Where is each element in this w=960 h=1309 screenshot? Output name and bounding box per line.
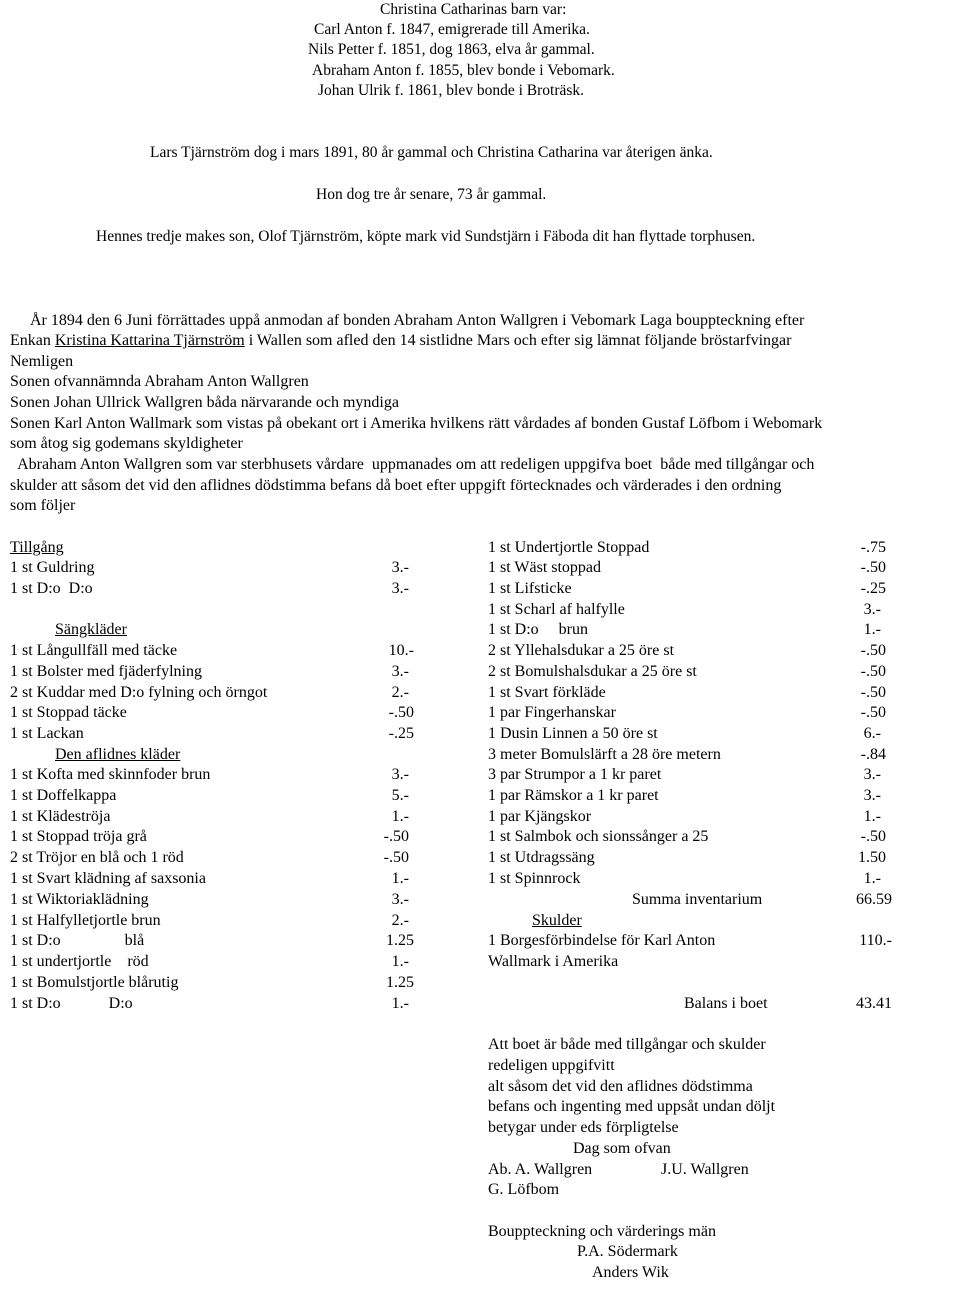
- right-item-name: 1 par Rämskor a 1 kr paret: [488, 787, 659, 804]
- clothes-item-value: 2.-: [391, 912, 409, 929]
- right-item-value: 1.-: [863, 870, 881, 887]
- clothes-heading: Den aflidnes kläder: [55, 746, 181, 763]
- balance-value: 43.41: [856, 995, 892, 1012]
- clothes-item-name: 1 st D:o D:o: [10, 995, 133, 1012]
- signature-1: Ab. A. Wallgren: [488, 1161, 593, 1178]
- right-item-value: -.50: [860, 684, 886, 701]
- attest-date: Dag som ofvan: [573, 1140, 671, 1157]
- right-item-value: -.50: [860, 663, 886, 680]
- clothes-item-value: -.50: [383, 849, 409, 866]
- bedding-item-value: 10.-: [388, 642, 414, 659]
- asset-item-name: 1 st Guldring: [10, 559, 95, 576]
- child-4: Johan Ulrik f. 1861, blev bonde i Broträsk.: [318, 82, 585, 99]
- clothes-item-name: 2 st Tröjor en blå och 1 röd: [10, 849, 184, 866]
- clothes-item-value: 1.-: [391, 953, 409, 970]
- right-item-name: 2 st Bomulshalsdukar a 25 öre st: [488, 663, 697, 680]
- clothes-item-name: 1 st Wiktoriaklädning: [10, 891, 149, 908]
- bedding-item-name: 1 st Lackan: [10, 725, 84, 742]
- right-item-value: -.50: [860, 704, 886, 721]
- clothes-item-value: 1.25: [386, 932, 414, 949]
- right-item-value: 1.-: [863, 808, 881, 825]
- attest-line-5: betygar under eds förpligtelse: [488, 1119, 679, 1136]
- deed-line-8: Abraham Anton Wallgren som var sterbhusets vårdare uppmanades om att redeligen uppgifva boet både med tillgångar och: [10, 456, 815, 473]
- clothes-item-value: 5.-: [391, 787, 409, 804]
- clothes-item-name: 1 st Kofta med skinnfoder brun: [10, 766, 211, 783]
- clothes-item-value: 3.-: [391, 891, 409, 908]
- right-item-value: -.25: [860, 580, 886, 597]
- bedding-heading: Sängkläder: [55, 621, 127, 638]
- deed-line-6: Sonen Karl Anton Wallmark som vistas på obekant ort i Amerika hvilkens rätt vårdades af bonden Gustaf Löfbom i Webomark: [10, 415, 823, 432]
- asset-item-value: 3.-: [391, 559, 409, 576]
- assessors-heading: Bouppteckning och värderings män: [488, 1223, 716, 1240]
- right-item-name: 1 st Wäst stoppad: [488, 559, 602, 576]
- right-item-value: -.50: [860, 559, 886, 576]
- right-item-value: 3.-: [863, 787, 881, 804]
- right-item-value: -.75: [860, 539, 886, 556]
- right-item-value: 3.-: [863, 601, 881, 618]
- clothes-item-name: 1 st Doffelkappa: [10, 787, 117, 804]
- signature-2: J.U. Wallgren: [661, 1161, 749, 1178]
- deed-line-2: [10, 331, 791, 351]
- right-item-name: 1 st Spinnrock: [488, 870, 581, 887]
- clothes-item-name: 1 st Halfylletjortle brun: [10, 912, 161, 929]
- child-3: Abraham Anton f. 1855, blev bonde i Vebomark.: [312, 62, 615, 79]
- clothes-item-value: -.50: [383, 828, 409, 845]
- bedding-item-value: 2.-: [391, 684, 409, 701]
- clothes-item-value: 1.-: [391, 995, 409, 1012]
- right-item-name: 1 st Svart förkläde: [488, 684, 606, 701]
- attest-line-2: redeligen uppgifvitt: [488, 1057, 615, 1074]
- intro-paragraph-2: Hon dog tre år senare, 73 år gammal.: [316, 186, 547, 203]
- sum-value: 66.59: [856, 891, 892, 908]
- deed-line-7: som åtog sig godemans skyldigheter: [10, 435, 243, 452]
- right-item-value: 1.-: [863, 621, 881, 638]
- assets-heading: Tillgång: [10, 539, 64, 556]
- debt-line-2: Wallmark i Amerika: [488, 953, 619, 970]
- deed-line-1: År 1894 den 6 Juni förrättades uppå anmodan af bonden Abraham Anton Wallgren i Vebomark Laga bouppteckning efter: [30, 312, 805, 329]
- clothes-item-name: 1 st D:o blå: [10, 932, 145, 949]
- deceased-name: Kristina Kattarina Tjärnström: [54, 332, 245, 349]
- deed-line-9: skulder att såsom det vid den aflidnes dödstimma befans då boet efter uppgift förtecknades och värderades i den ordning: [10, 477, 782, 494]
- clothes-item-name: 1 st Svart klädning af saxsonia: [10, 870, 206, 887]
- debts-heading: Skulder: [532, 912, 582, 929]
- clothes-item-value: 1.-: [391, 870, 409, 887]
- right-item-value: 6.-: [863, 725, 881, 742]
- right-item-value: 3.-: [863, 766, 881, 783]
- bedding-item-name: 2 st Kuddar med D:o fylning och örngot: [10, 684, 268, 701]
- attest-line-3: alt såsom det vid den aflidnes dödstimma: [488, 1078, 753, 1095]
- bedding-item-value: -.50: [388, 704, 414, 721]
- right-item-name: 1 st D:o brun: [488, 621, 588, 638]
- asset-item-name: 1 st D:o D:o: [10, 580, 93, 597]
- attest-line-4: befans och ingenting med uppsåt undan döljt: [488, 1098, 776, 1115]
- intro-paragraph-3: Hennes tredje makes son, Olof Tjärnström, köpte mark vid Sundstjärn i Fäboda dit han flyttade torphusen.: [96, 228, 756, 245]
- signature-3: G. Löfbom: [488, 1181, 560, 1198]
- right-item-name: 1 st Salmbok och sionssånger a 25: [488, 828, 709, 845]
- clothes-item-name: 1 st Bomulstjortle blårutig: [10, 974, 179, 991]
- debt-line-1: 1 Borgesförbindelse för Karl Anton: [488, 932, 716, 949]
- deed-line-2-pre: Enkan: [10, 332, 55, 349]
- right-item-value: 1.50: [858, 849, 886, 866]
- clothes-item-name: 1 st Klädeströja: [10, 808, 111, 825]
- balance-label: Balans i boet: [684, 995, 768, 1012]
- right-item-name: 1 par Fingerhanskar: [488, 704, 616, 721]
- clothes-item-value: 1.-: [391, 808, 409, 825]
- right-item-value: -.50: [860, 642, 886, 659]
- clothes-item-name: 1 st undertjortle röd: [10, 953, 149, 970]
- clothes-item-value: 3.-: [391, 766, 409, 783]
- bedding-item-name: 1 st Bolster med fjäderfylning: [10, 663, 202, 680]
- debt-value: 110.-: [859, 932, 892, 949]
- right-item-name: 1 Dusin Linnen a 50 öre st: [488, 725, 658, 742]
- assessor-1: P.A. Södermark: [577, 1243, 678, 1260]
- deed-line-2-post: i Wallen som afled den 14 sistlidne Mars och efter sig lämnat följande bröstarfvingar: [244, 332, 792, 349]
- bedding-item-name: 1 st Långullfäll med täcke: [10, 642, 178, 659]
- deed-line-3: Nemligen: [10, 353, 74, 370]
- deed-line-4: Sonen ofvannämnda Abraham Anton Wallgren: [10, 373, 309, 390]
- attest-line-1: Att boet är både med tillgångar och skulder: [488, 1036, 766, 1053]
- right-item-name: 1 st Utdragssäng: [488, 849, 595, 866]
- right-item-name: 1 st Lifsticke: [488, 580, 572, 597]
- right-item-name: 3 meter Bomulslärft a 28 öre metern: [488, 746, 721, 763]
- deed-line-5: Sonen Johan Ullrick Wallgren båda närvarande och myndiga: [10, 394, 399, 411]
- intro-paragraph-1: Lars Tjärnström dog i mars 1891, 80 år gammal och Christina Catharina var återigen änka.: [150, 144, 713, 161]
- bedding-item-value: 3.-: [391, 663, 409, 680]
- asset-item-value: 3.-: [391, 580, 409, 597]
- deed-line-10: som följer: [10, 497, 76, 514]
- right-item-value: -.50: [860, 828, 886, 845]
- sum-label: Summa inventarium: [632, 891, 763, 908]
- assessor-2: Anders Wik: [592, 1264, 669, 1281]
- right-item-name: 1 par Kjängskor: [488, 808, 592, 825]
- clothes-item-name: 1 st Stoppad tröja grå: [10, 828, 147, 845]
- children-heading: Christina Catharinas barn var:: [380, 1, 567, 18]
- bedding-item-value: -.25: [388, 725, 414, 742]
- clothes-item-value: 1.25: [386, 974, 414, 991]
- right-item-value: -.84: [860, 746, 886, 763]
- child-2: Nils Petter f. 1851, dog 1863, elva år gammal.: [308, 41, 595, 58]
- child-1: Carl Anton f. 1847, emigrerade till Amerika.: [314, 21, 590, 38]
- right-item-name: 3 par Strumpor a 1 kr paret: [488, 766, 662, 783]
- right-item-name: 2 st Yllehalsdukar a 25 öre st: [488, 642, 675, 659]
- right-item-name: 1 st Scharl af halfylle: [488, 601, 625, 618]
- bedding-item-name: 1 st Stoppad täcke: [10, 704, 127, 721]
- right-item-name: 1 st Undertjortle Stoppad: [488, 539, 650, 556]
